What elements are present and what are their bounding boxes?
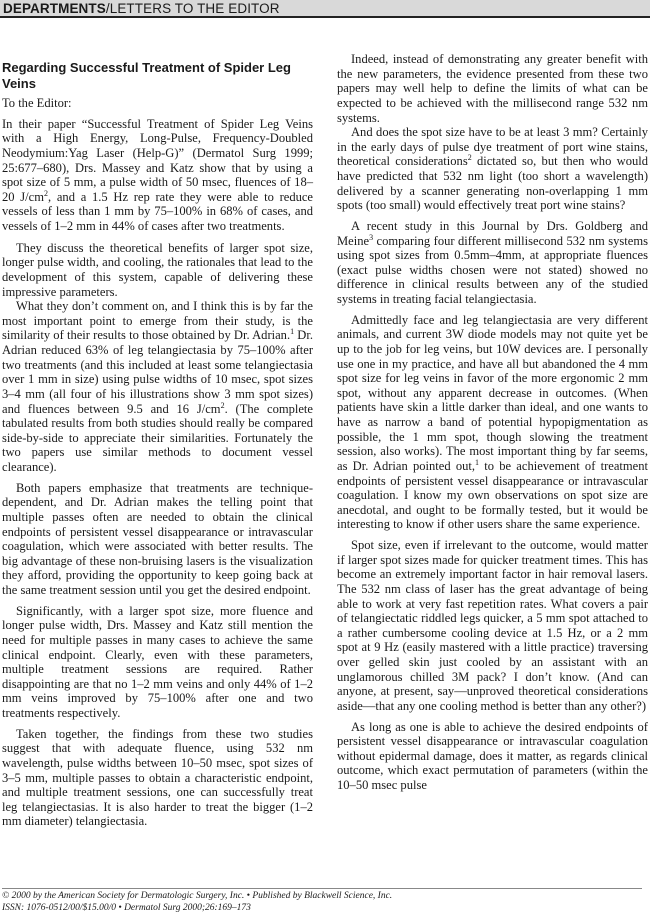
paragraph: As long as one is able to achieve the desired endpoints of persistent vessel disappearance or intravascular coagulation without epidermal damage, does it matter, as regards clinical outcome, which exact permutation of parameters (within the 10–50 msec pulse bbox=[337, 720, 648, 793]
salutation: To the Editor: bbox=[2, 96, 313, 111]
article-title: Regarding Successful Treatment of Spider Leg Veins bbox=[2, 60, 313, 91]
paragraph: Taken together, the findings from these two studies suggest that with adequate fluence, using 532 nm wavelength, pulse widths between 10–50 msec, spot sizes of 3–5 mm, multiple passes to obtain a characteristic endpoint, and multiple treatment sessions, one can successfully treat leg telangiectasias. It is also harder to treat the bigger (1–2 mm diameter) telangiectasia. bbox=[2, 727, 313, 829]
paragraph: Admittedly face and leg telangiectasia are very different animals, and current 3W diode models may not quite yet be up to the job for leg veins, but 10W devices are. I personally use one in my practice, and have all but abandoned the 4 mm spot size for leg veins in favor of the more ergonomic 2 mm spot, without any apparent decrease in outcomes. (When patients have skin a little darker than ideal, and one wants to have as narrow a band of potential hypopigmentation as possible, the 1 mm spot, though slowing the treatment session, also works). The most important thing by far seems, as Dr. Adrian pointed out,$^1$ to be achievement of treatment endpoints of persistent vessel disappearance or intravascular coagulation. I know my own observations on spot size are anecdotal, and ought to be formally tested, but it would be interesting to know if other users share the same experience. bbox=[337, 313, 648, 532]
section-label: DEPARTMENTS bbox=[3, 1, 106, 16]
paragraph: In their paper “Successful Treatment of Spider Leg Veins with a High Energy, Long-Pulse, Frequency-Doubled Neodymium:Yag Laser (Help-G)” (Dermatol Surg 1999; 25:677–680), Drs. Massey and Katz show that by using a spot size of 5 mm, a pulse width of 50 msec, fluences of 18–20 $J/cm^2$, and a 1.5 Hz rep rate they were able to reduce vessels of less than 1 mm by 75–100% in 68% of cases, and vessels of 1–2 mm in 44% of cases after two treatments. bbox=[2, 117, 313, 234]
paragraph: They discuss the theoretical benefits of larger spot size, longer pulse width, and cooling, the rationales that lead to the development of this system, capable of delivering these impressive parameters. bbox=[2, 241, 313, 300]
subsection-label: /LETTERS TO THE EDITOR bbox=[106, 1, 280, 16]
paragraph: Both papers emphasize that treatments are technique-dependent, and Dr. Adrian makes the telling point that multiple passes often are needed to obtain the clinical endpoints of persistent vessel disappearance or intravascular coagulation, which were associated with better results. The big advantage of these non-bruising lasers is the visualization they afford, providing the opportunity to keep going back at the same treatment session until you get the desired endpoint. bbox=[2, 481, 313, 598]
left-column bbox=[2, 56, 313, 829]
paragraph: Significantly, with a larger spot size, more fluence and longer pulse width, Drs. Massey and Katz still mention the need for multiple passes in many cases to achieve the same clinical endpoint. Clearly, even with these parameters, multiple treatment sessions are required. Rather disappointing are that no 1–2 mm veins and only 44% of 1–2 mm veins improved by 75–100% after one and two treatments respectively. bbox=[2, 604, 313, 721]
right-column bbox=[337, 52, 648, 793]
paragraph: And does the spot size have to be at least 3 mm? Certainly in the early days of pulse dye treatment of port wine stains, theoretical considerations$^2$ dictated so, but then who would have predicted that 532 nm light (too short a wavelength) delivered by a scanner generating non-overlapping 1 mm spots (too small) would effectively treat port wine stains? bbox=[337, 125, 648, 213]
paragraph: A recent study in this Journal by Drs. Goldberg and Meine$^3$ comparing four different millisecond 532 nm systems using spot sizes from 0.5mm–4mm, at appropriate fluences (exact pulse widths chosen were not stated) showed no difference in clinical results between any of the studied systems in treating facial telangiectasia. bbox=[337, 219, 648, 307]
copyright-line: © 2000 by the American Society for Dermatologic Surgery, Inc. • Published by Blackwell Science, Inc. bbox=[2, 891, 642, 903]
page-footer bbox=[2, 888, 642, 914]
section-header bbox=[0, 0, 650, 18]
paragraph: Indeed, instead of demonstrating any greater benefit with the new parameters, the evidence presented from these two papers may well help to define the limits of what can be expected to be achieved with the millisecond range 532 nm systems. bbox=[337, 52, 648, 125]
citation-line: ISSN: 1076-0512/00/$15.00/0 • Dermatol Surg 2000;26:169–173 bbox=[2, 903, 642, 914]
paragraph: What they don’t comment on, and I think this is by far the most important point to emerge from their study, is the similarity of their results to those obtained by Dr. Adrian.$^1$ Dr. Adrian reduced 63% of leg telangiectasia by 75–100% after two treatments (and this included at least some telangiectasia over 1 mm in size) using pulse widths of 10 msec, spot sizes 3–4 mm (all four of his illustrations show 3 mm spot sizes) and fluences between 9.5 and 16 $J/cm^2$. (The complete tabulated results from both studies should really be compared side-by-side to appreciate their similarities. Fortunately the two papers use similar methods to document vessel clearance). bbox=[2, 299, 313, 475]
paragraph: Spot size, even if irrelevant to the outcome, would matter if larger spot sizes made for quicker treatment times. This has become an extremely important factor in hair removal lasers. The 532 nm class of laser has the great advantage of being able to work at very fast repetition rates. What covers a pair of telangiectatic riddled legs quicker, a 5 mm spot attached to a rather cumbersome cooling device at 1.5 Hz, or a 2 mm spot at 9 Hz (easily mastered with a little practice) traversing over gelled skin just cooled by an assistant with an unglamorous chilled 3M pack? I don’t know. (And can anyone, at present, say—unproved theoretical considerations aside—that any one cooling method is better than any other?) bbox=[337, 538, 648, 714]
